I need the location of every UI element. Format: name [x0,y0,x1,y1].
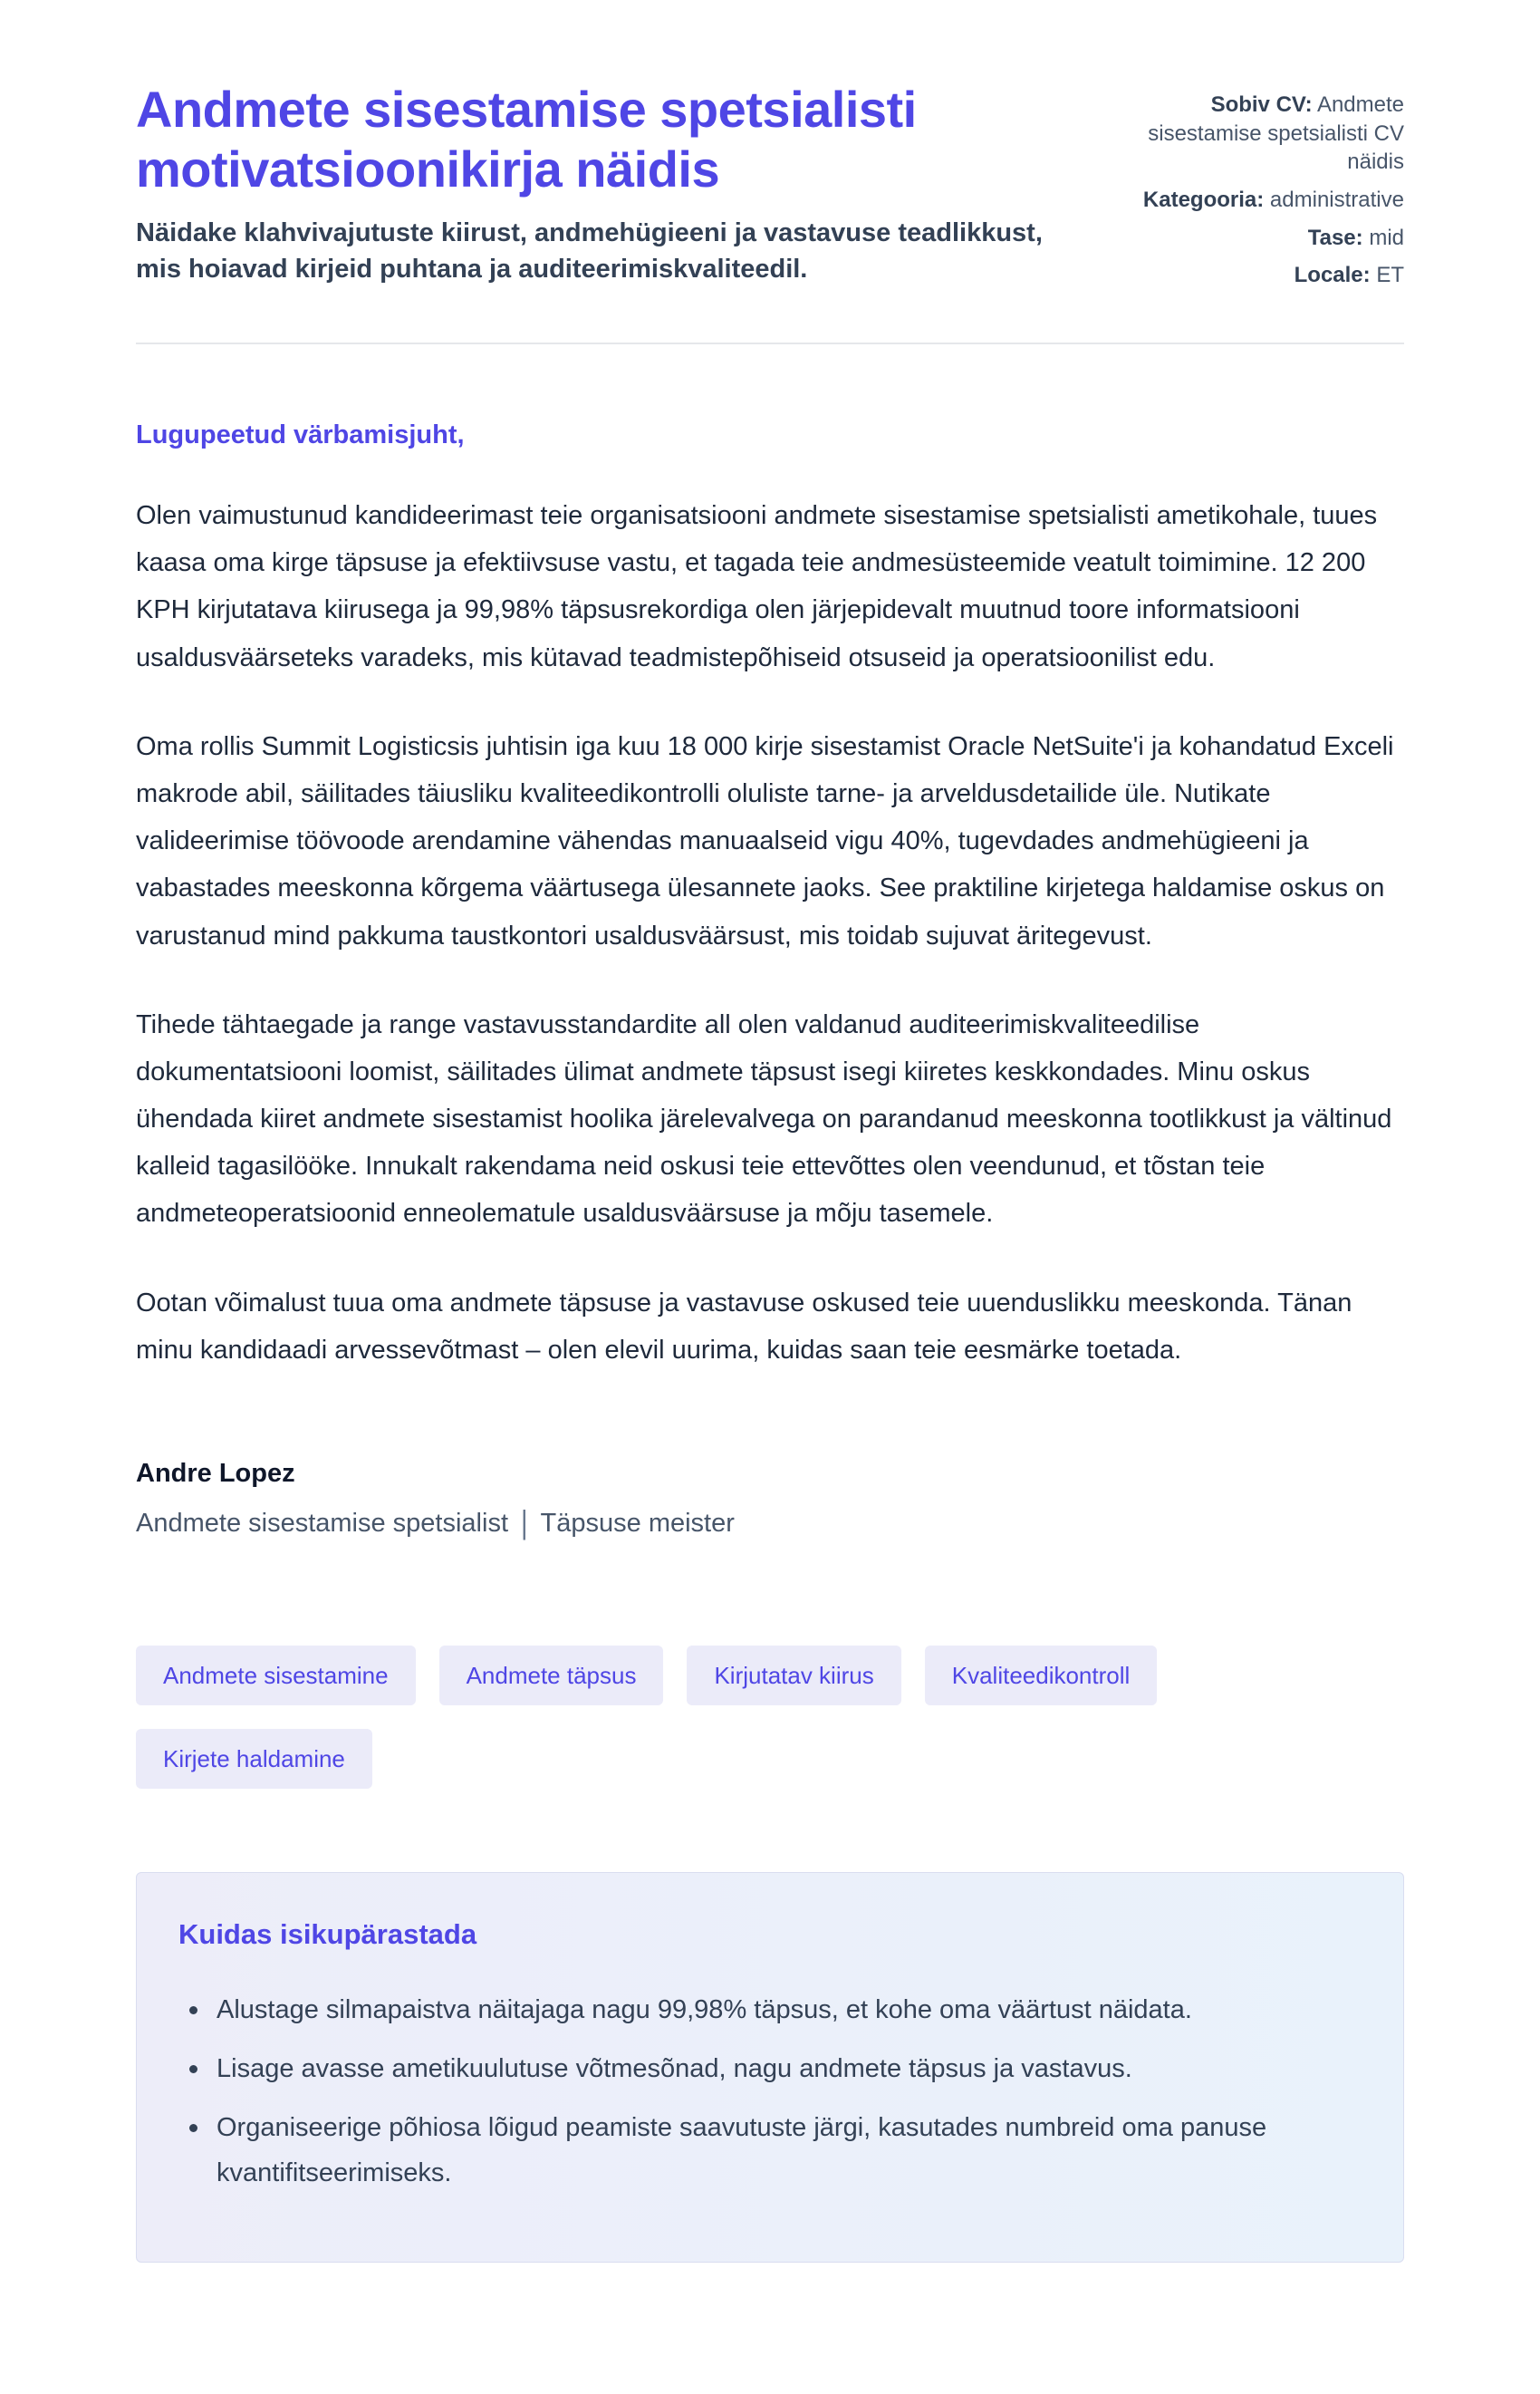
meta-label: Locale: [1294,263,1371,288]
signature-separator: | [521,1504,528,1541]
tag-kvaliteedikontroll[interactable]: Kvaliteedikontroll [925,1646,1158,1705]
signature-role: Andmete sisestamise spetsialist [136,1509,508,1539]
signature-name: Andre Lopez [136,1459,295,1489]
meta-matching-cv [1132,91,1404,177]
tag-andmete-sisestamine[interactable]: Andmete sisestamine [136,1646,416,1705]
meta-value: administrative [1264,188,1404,213]
tip-item: Organiseerige põhiosa lõigud peamiste saavutuste järgi, kasutades numbreid oma panuse kvantifitseerimiseks. [178,2105,1356,2197]
letter-paragraph: Olen vaimustunud kandideerimast teie organisatsiooni andmete sisestamise spetsialisti ametikohale, tuues kaasa oma kirge täpsuse ja efektiivsuse vastu, et tagada teie andmesüsteemide veatult toimimine. 12 200 KPH kirjutatava kiirusega ja 99,98% täpsusrekordiga olen järjepidevalt muutnud toore informatsiooni usaldusväärseteks varadeks, mis kütavad teadmistepõhiseid otsuseid ja operatsioonilist edu. [136,501,1378,672]
cover-letter [136,420,1404,1539]
tips-title: Kuidas isikupärastada [178,1918,477,1951]
meta-value: Andmete sisestamise spetsialisti CV näidis [1148,92,1404,175]
tag-kirjete-haldamine[interactable]: Kirjete haldamine [136,1729,372,1789]
header [136,80,1404,299]
meta-label: Tase: [1307,225,1363,250]
content-container [136,0,1404,2263]
signature-role-line [136,1504,1404,1541]
header-left [136,80,1078,287]
meta-value: ET [1370,263,1404,288]
personalization-tips-box [136,1872,1404,2263]
meta-level [1132,224,1404,253]
tag-andmete-tapsus[interactable]: Andmete täpsus [439,1646,664,1705]
tips-list [178,1987,1356,2196]
tip-item: Alustage silmapaistva näitajaga nagu 99,98% täpsus, et kohe oma väärtust näidata. [178,1987,1356,2033]
header-divider [136,343,1404,344]
meta-value: mid [1362,225,1404,250]
letter-paragraph: Ootan võimalust tuua oma andmete täpsuse ja vastavuse oskused teie uuenduslikku meeskonda. Tänan minu kandidaadi arvessevõtmast – olen elevil uurima, kuidas saan teie eesmärke toetada. [136,1288,1352,1365]
tip-item: Lisage avasse ametikuulutuse võtmesõnad, nagu andmete täpsus ja vastavus. [178,2046,1356,2092]
meta-label: Sobiv CV: [1210,92,1313,117]
meta-category [1132,186,1404,215]
page-title: Andmete sisestamise spetsialisti motivatsioonikirja näidis [136,81,917,198]
meta-label: Kategooria: [1142,188,1265,213]
letter-paragraph: Tihede tähtaegade ja range vastavusstandardite all olen valdanud auditeerimiskvaliteedilise dokumentatsiooni loomist, säilitades ülimat andmete täpsust isegi kiiretes keskkondades. Minu oskus ühendada kiiret andmete sisestamist hoolika järelevalvega on parandanud meeskonna tootlikkust ja vältinud kalleid tagasilööke. Innukalt rakendama neid oskusi teie ettevõttes olen veendunud, et tõstan teie andmeteoperatsioonid enneolematule usaldusväärsuse ja mõju tasemele. [136,1009,1392,1229]
page-subtitle: Näidake klahvivajutuste kiirust, andmehügieeni ja vastavuse teadlikkust, mis hoiavad kirjeid puhtana ja auditeerimiskvaliteedil. [136,218,1043,284]
document-metadata [1132,80,1404,299]
skill-tags [136,1646,1404,1789]
signature-tagline: Täpsuse meister [540,1509,735,1539]
letter-paragraph: Oma rollis Summit Logisticsis juhtisin iga kuu 18 000 kirje sisestamist Oracle NetSuite'i ja kohandatud Exceli makrode abil, säilitades täiusliku kvaliteedikontrolli oluliste tarne- ja arveldusdetailide üle. Nutikate valideerimise töövoode arendamine vähendas manuaalseid vigu 40%, tugevdades andmehügieeni ja vabastades meeskonna kõrgema väärtusega ülesannete jaoks. See praktiline kirjetega haldamise oskus on varustanud mind pakkuma taustkontori usaldusväärsust, mis toidab sujuvat äritegevust. [136,731,1394,951]
letter-greeting: Lugupeetud värbamisjuht, [136,420,465,450]
tag-kirjutatav-kiirus[interactable]: Kirjutatav kiirus [687,1646,900,1705]
meta-locale [1132,261,1404,290]
